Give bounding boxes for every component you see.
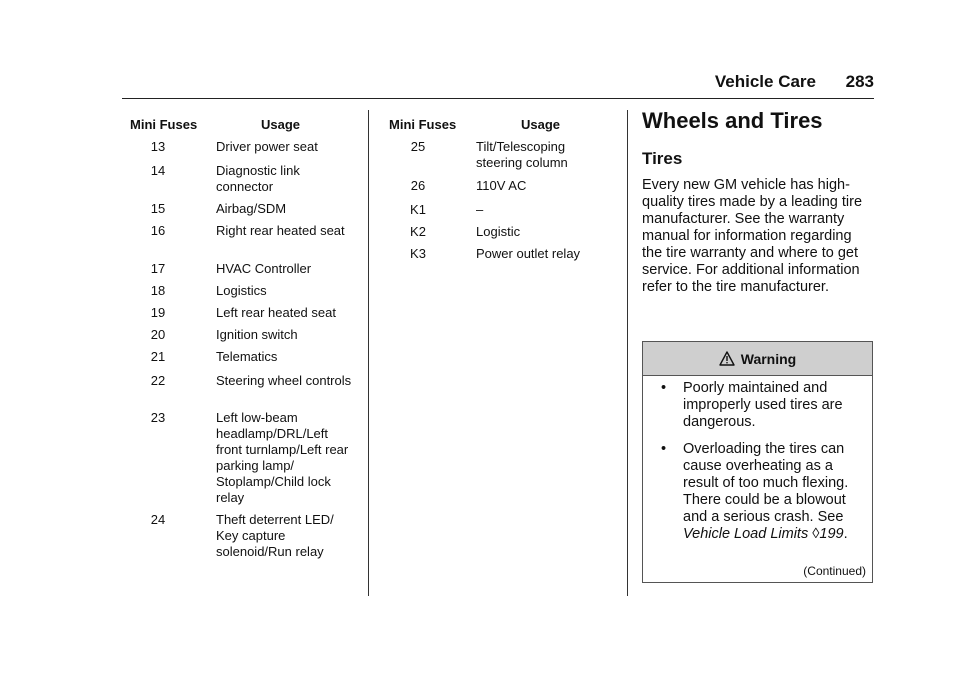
fuse-usage: Steering wheel controls bbox=[216, 373, 352, 388]
fuse-number: 17 bbox=[150, 261, 166, 276]
fuse-usage: Theft deterrent LED/ Key capture solenoid/Run relay bbox=[216, 512, 334, 559]
fuse-usage: Airbag/SDM bbox=[216, 201, 287, 216]
continued-label: (Continued) bbox=[803, 564, 866, 578]
fuse-usage: Right rear heated seat bbox=[216, 223, 345, 238]
col-header-usage: Usage bbox=[521, 117, 561, 132]
page-number: 283 bbox=[845, 72, 874, 91]
left-fuse-table bbox=[122, 117, 362, 577]
fuse-usage: HVAC Controller bbox=[216, 261, 312, 276]
column-divider-left bbox=[368, 110, 369, 596]
cross-reference-link[interactable]: Vehicle Load Limits bbox=[683, 526, 809, 542]
col-header-mini-fuses: Mini Fuses bbox=[130, 117, 198, 132]
fuse-usage: Ignition switch bbox=[216, 327, 298, 342]
col-header-usage: Usage bbox=[261, 117, 301, 132]
section-heading: Wheels and Tires bbox=[642, 108, 823, 133]
fuse-number: K3 bbox=[410, 246, 426, 261]
fuse-usage: Power outlet relay bbox=[476, 246, 581, 261]
fuse-usage: Diagnostic link connector bbox=[216, 163, 300, 194]
mid-fuse-table bbox=[382, 117, 618, 317]
fuse-number: K2 bbox=[410, 224, 426, 239]
fuse-number: 22 bbox=[150, 373, 166, 388]
fuse-number: 18 bbox=[150, 283, 166, 298]
warning-bullet-text: Poorly maintained and improperly used tires are dangerous. bbox=[683, 380, 843, 430]
fuse-usage: Logistic bbox=[476, 224, 521, 239]
fuse-usage: Logistics bbox=[216, 283, 267, 298]
fuse-number: 25 bbox=[410, 139, 426, 154]
subsection-heading: Tires bbox=[642, 149, 683, 168]
fuse-usage: – bbox=[476, 202, 484, 217]
fuse-number: 16 bbox=[150, 223, 166, 238]
fuse-usage: Left rear heated seat bbox=[216, 305, 336, 320]
warning-bullet: • Poorly maintained and improperly used tires are dangerous. bbox=[661, 380, 843, 430]
fuse-number: 13 bbox=[150, 139, 166, 154]
fuse-number: 19 bbox=[150, 305, 166, 320]
reference-page-link[interactable]: 199 bbox=[819, 526, 844, 542]
warning-bullets bbox=[661, 380, 869, 553]
fuse-number: 20 bbox=[150, 327, 166, 342]
fuse-usage: Driver power seat bbox=[216, 139, 318, 154]
fuse-number: 24 bbox=[150, 512, 166, 527]
warning-triangle-icon bbox=[719, 351, 735, 366]
warning-header bbox=[643, 342, 872, 376]
warning-bullet-text: Overloading the tires can cause overheating as a result of too much flexing. There could be a blowout and a serious crash. See bbox=[683, 441, 849, 525]
warning-title: Warning bbox=[740, 350, 797, 367]
col-header-mini-fuses: Mini Fuses bbox=[389, 117, 457, 132]
fuse-usage: 110V AC bbox=[476, 178, 527, 193]
column-divider-right bbox=[627, 110, 628, 596]
fuse-number: 21 bbox=[150, 349, 166, 364]
page-header bbox=[122, 72, 874, 99]
fuse-number: 14 bbox=[150, 163, 166, 178]
fuse-number: 15 bbox=[150, 201, 166, 216]
fuse-number: 26 bbox=[410, 178, 426, 193]
fuse-number: K1 bbox=[410, 202, 426, 217]
intro-paragraph: Every new GM vehicle has high-quality tires made by a leading tire manufacturer. See the warranty manual for information regarding the tire warranty and where to get service. For additional information refer to the tire manufacturer. bbox=[642, 177, 863, 295]
section-title: Vehicle Care bbox=[714, 72, 816, 91]
fuse-number: 23 bbox=[150, 410, 166, 425]
fuse-usage: Telematics bbox=[216, 349, 278, 364]
warning-bullet: • Overloading the tires can cause overheating as a result of too much flexing. There could be a blowout and a serious crash. See Vehicle Load Limits ◊199. bbox=[661, 441, 849, 542]
fuse-usage: Left low-beam headlamp/DRL/Left front turnlamp/Left rear parking lamp/ Stoplamp/Child lock relay bbox=[216, 410, 349, 505]
reference-symbol: ◊ bbox=[812, 526, 820, 542]
fuse-usage: Tilt/Telescoping steering column bbox=[476, 139, 568, 170]
warning-box bbox=[642, 341, 873, 583]
